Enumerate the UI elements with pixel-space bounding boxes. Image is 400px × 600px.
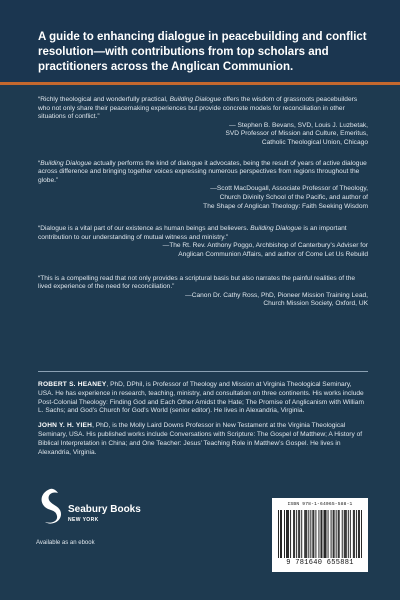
barcode-bar: [305, 510, 306, 558]
ebook-note: Available as an ebook: [36, 540, 95, 546]
author-name: ROBERT S. HEANEY: [38, 381, 107, 388]
barcode-bar: [290, 510, 291, 558]
barcode-bar: [325, 510, 326, 558]
endorsement-attribution: Church Divinity School of the Pacific, and author of: [219, 193, 368, 201]
barcode-bar: [353, 510, 354, 558]
barcode-bar: [318, 510, 319, 558]
endorsement: [38, 96, 368, 148]
barcode-bar: [345, 510, 346, 558]
barcode-bar: [356, 510, 357, 558]
author-bio-text: , PhD, DPhil, is Professor of Theology and Mission at Virginia Theological Seminary, USA. He has experience in research, teaching, ministry, and consultation on three continents. His works include Post-Colonial Theology: Finding God and Each Other Amidst the Hate; The Promise of Anglicanism with William L. Sachs; and God’s Church for God’s World (senior editor). He lives in Alexandria, Virginia.: [38, 381, 364, 415]
accent-rule: [0, 82, 400, 85]
barcode-bar: [321, 510, 322, 558]
barcode-bar: [328, 510, 329, 558]
barcode-bar: [354, 510, 355, 558]
barcode-bar: [334, 510, 335, 558]
quote-text: actually performs the kind of dialogue it advocates, being the result of years of active dialogue across difference and bringing together voices expressing numerous perspectives from regions throughout the globe.”: [38, 159, 367, 184]
barcode-bar: [312, 510, 313, 558]
barcode-bar: [315, 510, 316, 558]
quote-book-title: Building Dialogue: [40, 159, 92, 167]
endorsement-quote: [38, 96, 368, 122]
barcode-bar: [287, 510, 288, 558]
author-bio-text: , PhD, is the Molly Laird Downs Professor in New Testament at the Virginia Theological Seminary, USA. His published works include Conversations with Scripture: The Gospel of Matthew; A History of Biblical Interpretation in China; and One Teacher: Jesus’ Teaching Role in Matthew’s Gospel. He lives in Alexandria, Virginia.: [38, 422, 363, 456]
endorsement-attribution: —The Rt. Rev. Anthony Poggo, Archbishop of Canterbury’s Adviser for: [162, 242, 368, 250]
isbn-label: ISBN 978-1-64065-588-1: [287, 502, 353, 507]
barcode-bar: [304, 510, 305, 558]
barcode-bar: [339, 510, 340, 558]
endorsement-attribution: Church Mission Society, Oxford, UK: [263, 300, 368, 308]
endorsement-attribution: —Scott MacDougall, Associate Professor of Theology,: [210, 185, 368, 193]
back-cover-tagline: A guide to enhancing dialogue in peacebuilding and conflict resolution—with contributions from top scholars and practitioners across the Anglican Communion.: [38, 31, 367, 73]
quote-text: offers the wisdom of grassroots peacebuilders who not only share their peacemaking experiences but provide concrete models for reconciliation in other situations of conflict.”: [38, 96, 358, 121]
barcode-bar: [286, 510, 287, 558]
barcode-bar: [296, 510, 297, 558]
barcode-bar: [322, 510, 323, 558]
publisher-logo: [36, 486, 141, 546]
author-bio: [38, 381, 368, 416]
quote-text: “Richly theological and wonderfully practical,: [38, 96, 170, 103]
barcode-bar: [298, 510, 299, 558]
endorsement-attribution: — Stephen B. Bevans, SVD, Louis J. Luzbetak,: [229, 121, 368, 129]
barcode-bar: [310, 510, 311, 558]
barcode-bar: [313, 510, 314, 558]
author-bio: [38, 422, 368, 457]
author-bios: [38, 381, 368, 463]
endorsement: [38, 225, 368, 259]
barcode-bar: [358, 510, 359, 558]
barcode-digits: 9 781640 655881: [286, 559, 354, 567]
endorsement-attribution: The Shape of Anglican Theology: Faith Seeking Wisdom: [203, 202, 368, 210]
isbn-barcode: [272, 498, 368, 572]
barcode-bar: [331, 510, 332, 558]
endorsement-attribution: —Canon Dr. Cathy Ross, PhD, Pioneer Mission Training Lead,: [185, 291, 368, 299]
barcode-bar: [299, 510, 300, 558]
endorsement: [38, 160, 368, 212]
endorsements: [38, 96, 368, 318]
barcode-bar: [293, 510, 294, 558]
endorsement-attribution: Anglican Communion Affairs, and author of Come Let Us Rebuild: [178, 250, 368, 258]
barcode-bars: [278, 510, 362, 558]
barcode-bar: [350, 510, 351, 558]
barcode-bar: [344, 510, 345, 558]
publisher-name: Seabury Books: [68, 504, 141, 515]
barcode-bar: [301, 510, 302, 558]
barcode-bar: [306, 510, 307, 558]
barcode-bar: [361, 510, 362, 558]
barcode-bar: [324, 510, 325, 558]
barcode-bar: [308, 510, 309, 558]
quote-book-title: Building Dialogue: [250, 225, 302, 233]
quote-text: “Dialogue is a vital part of our existence as human beings and believers.: [38, 225, 251, 233]
barcode-bar: [284, 510, 285, 558]
barcode-bar: [281, 510, 282, 558]
quote-text: “This is a compelling read that not only provides a scriptural basis but also narrates the painful realities of the lived experience of the need for reconciliation.”: [38, 274, 356, 291]
publisher-city: NEW YORK: [68, 517, 99, 523]
seabury-mark-icon: [36, 486, 64, 526]
barcode-bar: [336, 510, 337, 558]
barcode-bar: [346, 510, 347, 558]
quote-book-title: Building Dialogue: [169, 96, 221, 103]
section-divider: [38, 371, 368, 372]
endorsement: [38, 275, 368, 309]
barcode-bar: [288, 510, 289, 558]
barcode-bar: [294, 510, 295, 558]
endorsement-attribution: SVD Professor of Mission and Culture, Emeritus,: [225, 130, 368, 138]
endorsement-attribution: Catholic Theological Union, Chicago: [261, 138, 368, 146]
barcode-bar: [326, 510, 327, 558]
barcode-bar: [342, 510, 343, 558]
barcode-bar: [278, 510, 279, 558]
barcode-bar: [359, 510, 360, 558]
quote-text: “: [38, 159, 41, 167]
endorsement-quote: [38, 160, 368, 186]
author-name: JOHN Y. H. YIEH: [38, 422, 93, 430]
quote-text: is an important contribution to our understanding of mutual witness and ministry.”: [38, 225, 347, 241]
barcode-bar: [280, 510, 281, 558]
barcode-bar: [348, 510, 349, 558]
barcode-bar: [333, 510, 334, 558]
endorsement-quote: [38, 225, 368, 242]
endorsement-quote: [38, 275, 368, 292]
barcode-bar: [338, 510, 339, 558]
